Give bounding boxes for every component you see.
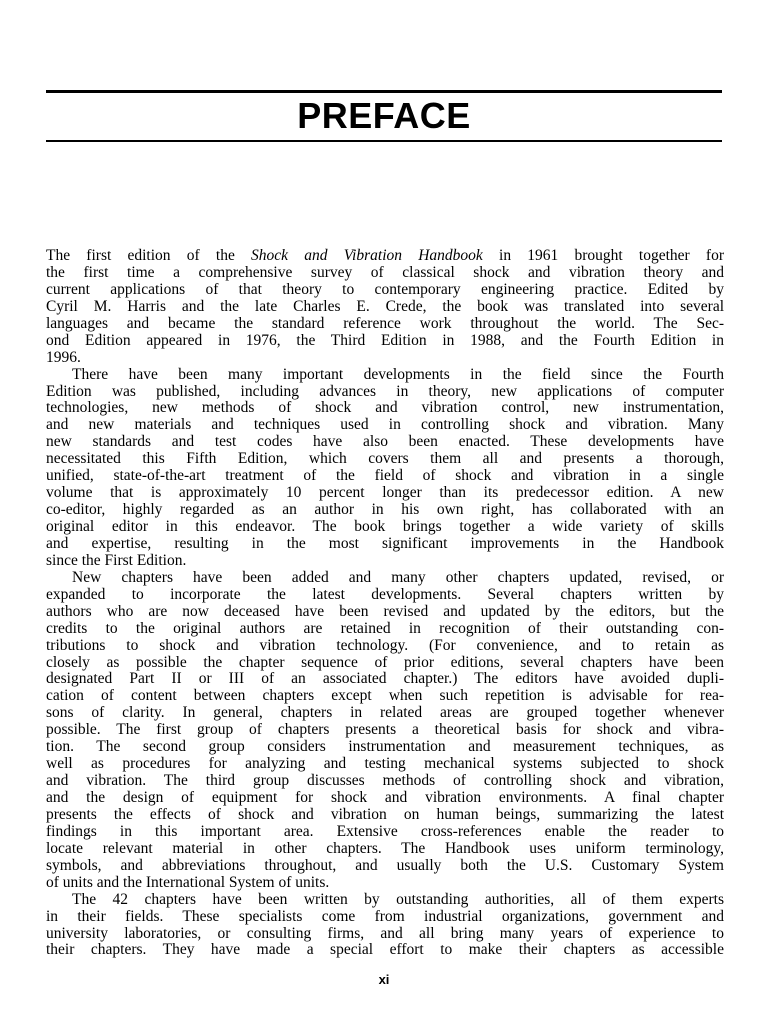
text-line: Edition was published, including advances in theory, new applications of computer — [46, 383, 724, 400]
text-line: expanded to incorporate the latest developments. Several chapters written by — [46, 586, 724, 603]
text-line: of units and the International System of units. — [46, 873, 330, 891]
text-line: New chapters have been added and many other chapters updated, revised, or — [72, 569, 724, 586]
text-line: since the First Edition. — [46, 551, 187, 569]
text-line: current applications of that theory to contemporary engineering practice. Edited by — [46, 281, 724, 298]
text-line: co-editor, highly regarded as an author in his own right, has collaborated with an — [46, 502, 724, 519]
text-line: in their fields. These specialists come from industrial organizations, government and — [46, 908, 724, 925]
preface-body — [46, 248, 724, 959]
text-line: original editor in this endeavor. The book brings together a wide variety of skills — [46, 519, 724, 535]
text-line: 1996. — [46, 348, 81, 366]
text-line: locate relevant material in other chapters. The Handbook uses uniform terminology, — [46, 840, 724, 857]
text-line: closely as possible the chapter sequence of prior editions, several chapters have been — [46, 654, 724, 671]
text-line: new standards and test codes have also been enacted. These developments have — [46, 434, 724, 451]
text-line: and the design of equipment for shock and vibration environments. A final chapter — [46, 790, 724, 806]
text-line: possible. The first group of chapters presents a theoretical basis for shock and vibra- — [46, 722, 724, 739]
title-bottom-rule — [46, 140, 722, 142]
text-line: technologies, new methods of shock and vibration control, new instrumentation, — [46, 400, 724, 417]
text-line: their chapters. They have made a special effort to make their chapters as accessible — [46, 942, 724, 959]
text-line: the first time a comprehensive survey of classical shock and vibration theory and — [46, 264, 724, 281]
text-line: presents the effects of shock and vibration on human beings, summarizing the latest — [46, 806, 724, 823]
page-number: xi — [378, 972, 390, 987]
text-line: The 42 chapters have been written by outstanding authorities, all of them experts — [72, 891, 724, 908]
page-title: PREFACE — [297, 95, 471, 136]
text-line: tributions to shock and vibration technology. (For convenience, and to retain as — [46, 637, 724, 654]
text-line: findings in this important area. Extensive cross-references enable the reader to — [46, 823, 724, 840]
text-line: sons of clarity. In general, chapters in related areas are grouped together whenever — [46, 705, 724, 722]
text-line: designated Part II or III of an associated chapter.) The editors have avoided dupli- — [46, 671, 724, 688]
text-line: and new materials and techniques used in controlling shock and vibration. Many — [46, 417, 724, 434]
text-line: unified, state-of-the-art treatment of the field of shock and vibration in a single — [46, 468, 724, 485]
text-line — [46, 248, 724, 265]
text-line: necessitated this Fifth Edition, which covers them all and presents a thorough, — [46, 451, 724, 468]
title-top-rule — [46, 90, 722, 93]
text-line: There have been many important developments in the field since the Fourth — [72, 366, 724, 383]
text-line: well as procedures for analyzing and testing mechanical systems subjected to shock — [46, 756, 724, 773]
text-line: cation of content between chapters except when such repetition is advisable for rea- — [46, 688, 724, 705]
text-line: languages and became the standard reference work throughout the world. The Sec- — [46, 315, 724, 332]
text-segment: The first edition of the — [46, 248, 252, 264]
text-line: symbols, and abbreviations throughout, and usually both the U.S. Customary System — [46, 857, 724, 874]
text-line: tion. The second group considers instrumentation and measurement techniques, as — [46, 739, 724, 756]
text-line: credits to the original authors are retained in recognition of their outstanding con- — [46, 620, 724, 637]
text-segment: in 1961 brought together for — [482, 248, 724, 264]
text-line: authors who are now deceased have been revised and updated by the editors, but the — [46, 603, 724, 620]
text-line: university laboratories, or consulting firms, and all bring many years of experience to — [46, 925, 724, 942]
text-line: and vibration. The third group discusses methods of controlling shock and vibration, — [46, 773, 724, 790]
text-line: and expertise, resulting in the most significant improvements in the Handbook — [46, 535, 724, 552]
text-line: volume that is approximately 10 percent longer than its predecessor edition. A new — [46, 485, 724, 502]
text-line: ond Edition appeared in 1976, the Third Edition in 1988, and the Fourth Edition in — [46, 332, 724, 349]
text-line: Cyril M. Harris and the late Charles E. Crede, the book was translated into several — [46, 298, 724, 315]
book-title-italic: Shock and Vibration Handbook — [251, 248, 483, 264]
